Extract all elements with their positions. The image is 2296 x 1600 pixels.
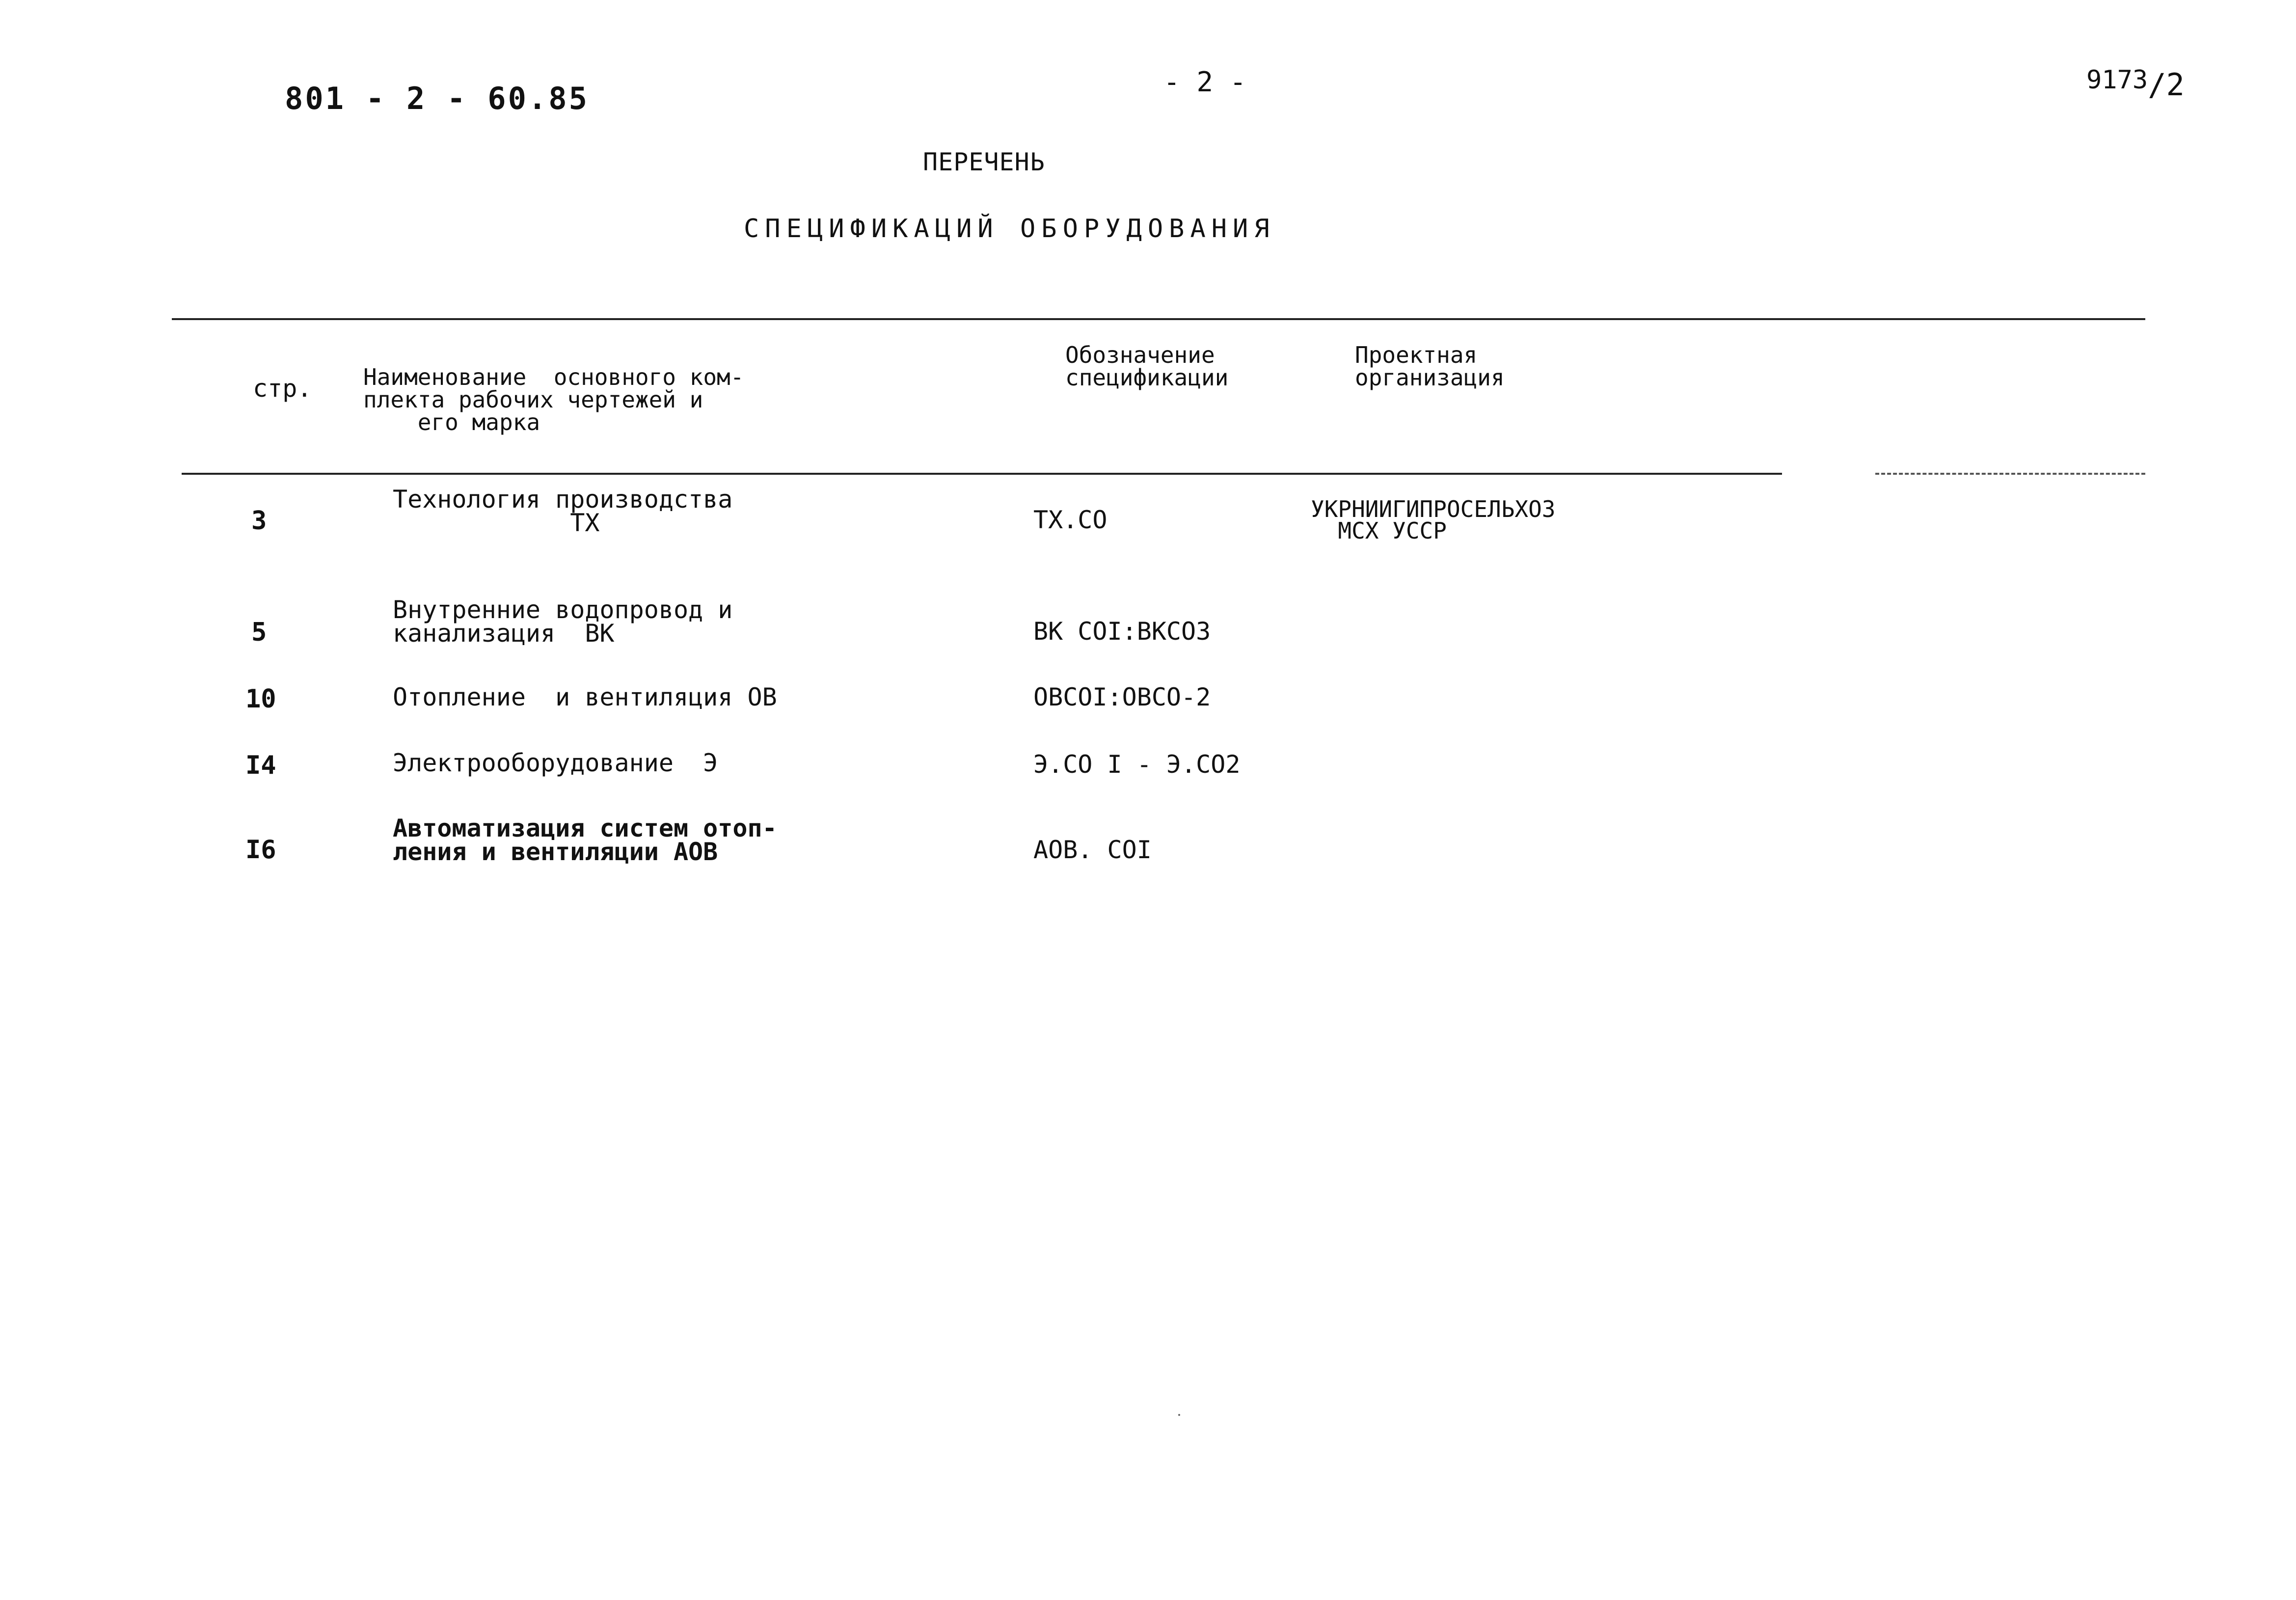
table-header-rule-right [1875,473,2145,475]
document-subtitle: СПЕЦИФИКАЦИЙ ОБОРУДОВАНИЯ [744,214,1275,244]
column-header-organization: Проектная организация [1355,342,1505,391]
table-row-page: 5 [251,618,267,647]
scan-speck [1178,1414,1180,1416]
document-title: ПЕРЕЧЕНЬ [923,148,1045,176]
page-number: - 2 - [1163,66,1246,98]
table-header-rule [182,473,1782,475]
table-row-designation: Э.СО I - Э.СО2 [1033,750,1241,779]
table-row-name: Технология производства ТХ [393,485,733,537]
table-row-designation: ТХ.СО [1033,506,1107,534]
table-row-designation: АОВ. СОI [1033,836,1152,864]
table-row-name: Электрооборудование Э [393,749,718,777]
table-row-page: I4 [245,751,276,780]
table-row-designation: ОВСОI:ОВСО-2 [1033,683,1211,711]
column-header-page: стр. [253,374,312,403]
column-header-name: Наименование основного ком- плекта рабочих чертежей и его марка [363,364,744,435]
sheet-number-suffix: /2 [2148,67,2185,103]
table-top-rule [172,318,2145,320]
table-row-page: I6 [245,835,276,865]
table-row-name: Внутренние водопровод и канализация ВК [393,596,733,648]
sheet-number-main: 9173 [2086,65,2148,95]
column-header-designation: Обозначение спецификации [1065,342,1229,391]
table-row-page: 10 [245,684,276,714]
document-code: 801 - 2 - 60.85 [285,81,589,116]
table-row-name: Автоматизация систем отоп- ления и вентиляции АОВ [393,814,777,866]
sheet-number [2086,63,2185,103]
table-row-page: 3 [251,506,267,536]
table-row-organization: УКРНИИГИПРОСЕЛЬХОЗ МСХ УССР [1311,496,1556,544]
table-row-designation: ВК СОI:ВКСО3 [1033,617,1211,646]
table-row-name: Отопление и вентиляция ОВ [393,683,777,711]
